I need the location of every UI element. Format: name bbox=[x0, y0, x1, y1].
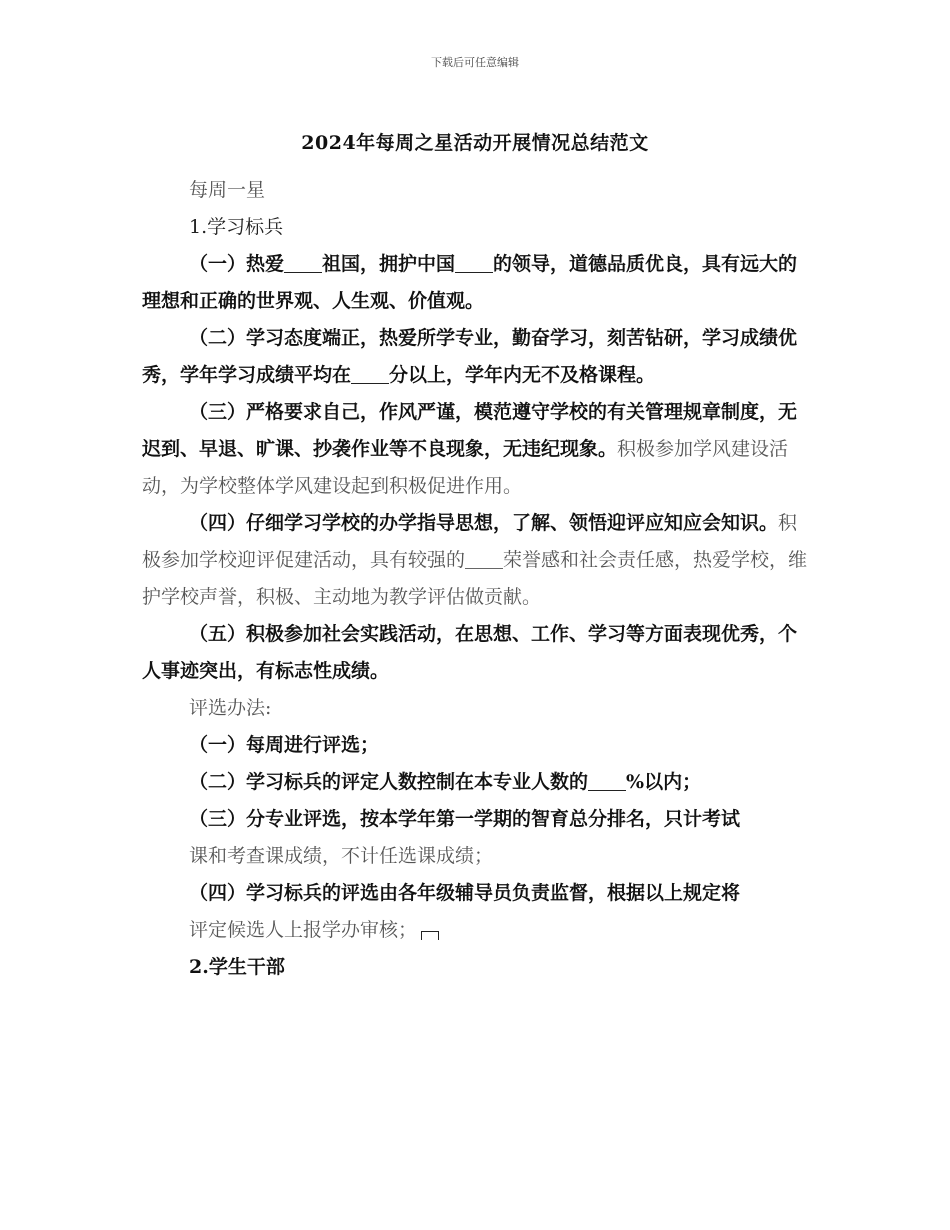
paragraph-criterion-1: （一）热爱 祖国，拥护中国 的领导，道德品质优良，具有远大的理想和正确的世界观、人生观、价值观。 bbox=[142, 253, 798, 312]
subsection-heading-2: 2.学生干部 bbox=[189, 956, 285, 978]
fill-in-blank bbox=[588, 770, 626, 791]
fill-in-blank bbox=[351, 363, 389, 384]
paragraph-criterion-3: （三）严格要求自己，作风严谨，模范遵守学校的有关管理规章制度，无迟到、早退、旷课、抄袭作业等不良现象，无违纪现象。积极参加学风建设活动，为学校整体学风建设起到积极促进作用。 bbox=[142, 401, 798, 497]
bracket-mark-icon bbox=[421, 931, 439, 940]
paragraph-criterion-5: （五）积极参加社会实践活动，在思想、工作、学习等方面表现优秀，个人事迹突出，有标志性成绩。 bbox=[142, 623, 798, 682]
method-item-3-continued: 课和考查课成绩，不计任选课成绩； bbox=[189, 845, 494, 867]
document-title: 2024年每周之星活动开展情况总结范文 bbox=[301, 132, 649, 154]
method-item-2: （二）学习标兵的评定人数控制在本专业人数的 %以内； bbox=[189, 771, 702, 793]
fill-in-blank bbox=[465, 548, 503, 569]
method-item-3: （三）分专业评选，按本学年第一学期的智育总分排名，只计考试 bbox=[189, 808, 741, 830]
method-item-4-continued: 评定候选人上报学办审核； bbox=[142, 912, 812, 949]
paragraph-criterion-4: （四）仔细学习学校的办学指导思想，了解、领悟迎评应知应会知识。积极参加学校迎评促建活动，具有较强的 荣誉感和社会责任感，热爱学校，维护学校声誉，积极、主动地为教学评估做贡献。 bbox=[142, 512, 808, 608]
subsection-heading: 1.学习标兵 bbox=[189, 216, 284, 238]
page-header: 下载后可任意编辑 bbox=[431, 56, 519, 69]
paragraph-criterion-2: （二）学习态度端正，热爱所学专业，勤奋学习，刻苦钻研，学习成绩优秀，学年学习成绩平均在 分以上，学年内无不及格课程。 bbox=[142, 327, 798, 386]
document-body bbox=[142, 172, 812, 986]
fill-in-blank bbox=[284, 252, 322, 273]
method-item-4: （四）学习标兵的评选由各年级辅导员负责监督，根据以上规定将 bbox=[189, 882, 741, 904]
section-heading: 每周一星 bbox=[189, 179, 266, 201]
selection-method-heading: 评选办法: bbox=[189, 697, 272, 719]
method-item-1: （一）每周进行评选； bbox=[189, 734, 380, 756]
fill-in-blank bbox=[455, 252, 493, 273]
